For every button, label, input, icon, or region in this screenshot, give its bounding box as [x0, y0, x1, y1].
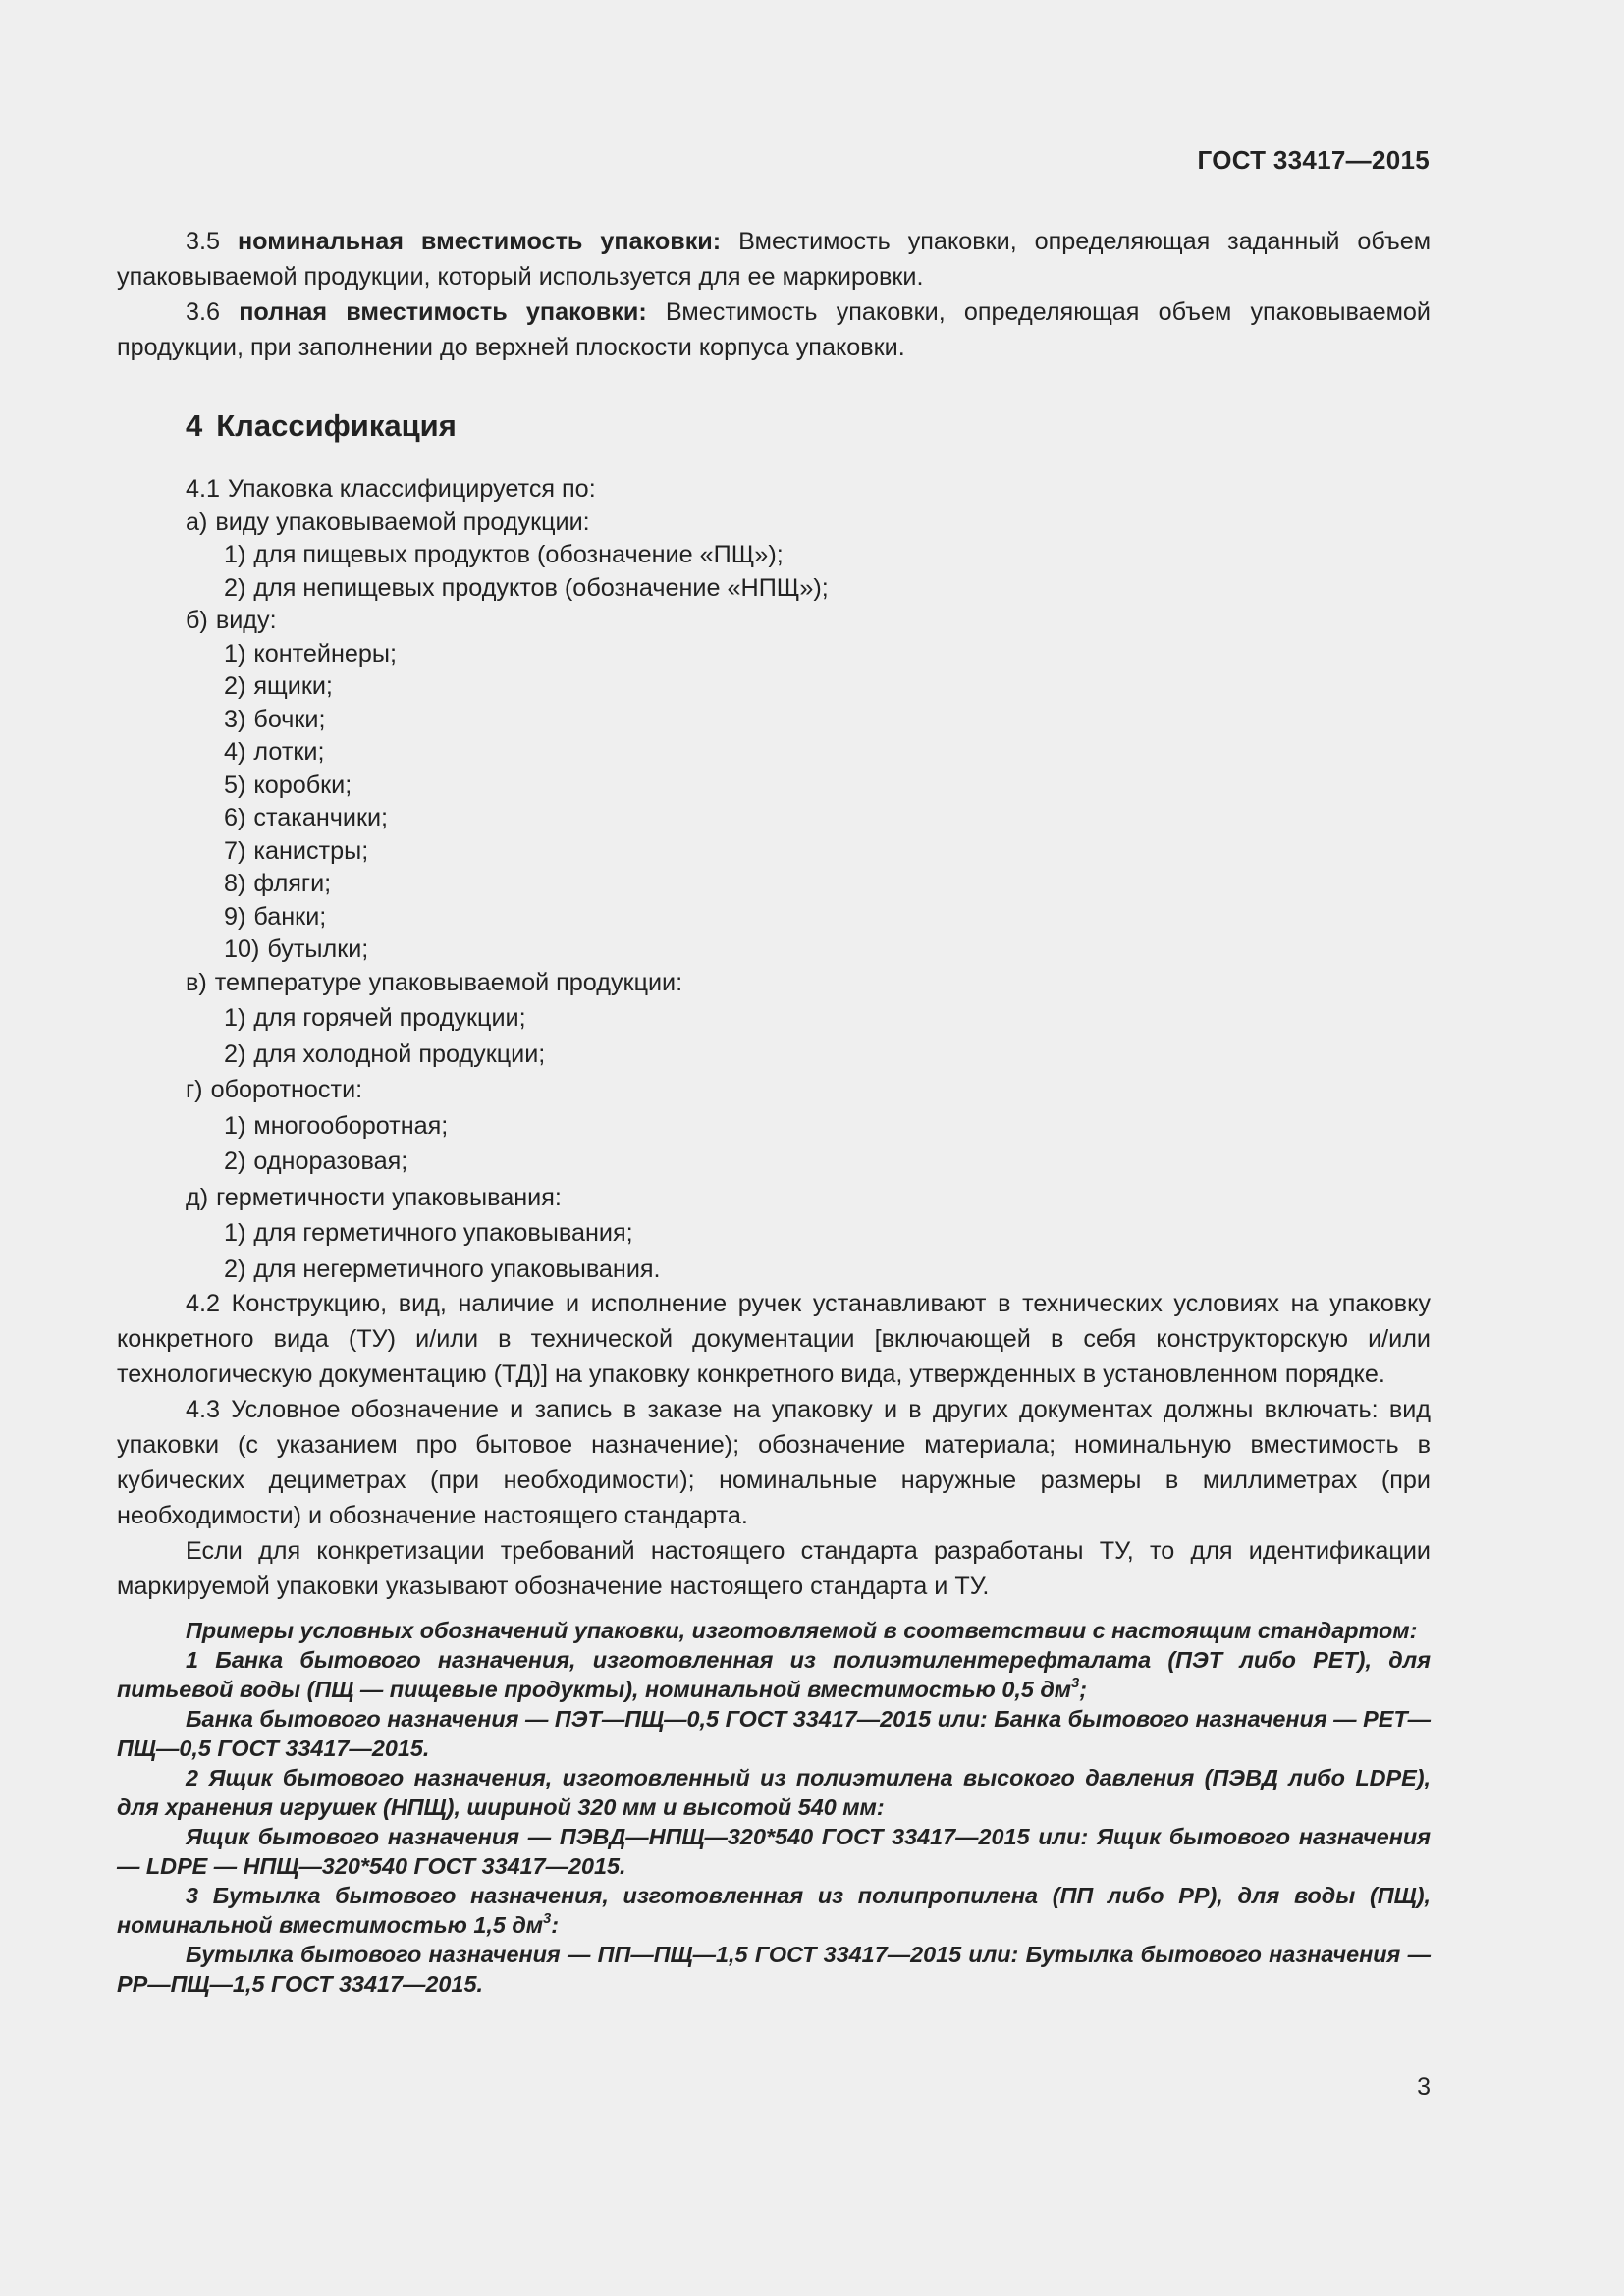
list-text: коробки;: [253, 771, 352, 799]
clause-number: 4.3: [186, 1396, 221, 1423]
list-subitem: [117, 1002, 1431, 1036]
definition-text: Вместимость упаковки, определяющая объем упаковываемой продукции, при заполнении до верхней плоскости корпуса упаковки.: [117, 298, 1431, 361]
list-subitem: [117, 835, 1431, 869]
list-marker: 1): [224, 1111, 246, 1140]
clause-number: 4.2: [186, 1290, 221, 1317]
definition-text: Вместимость упаковки, определяющая заданный объем упаковываемой продукции, который используется для ее маркировки.: [117, 228, 1432, 291]
example-2-description: 2 Ящик бытового назначения, изготовленный из полиэтилена высокого давления (ПЭВД либо LDPE), для хранения игрушек (НПЩ), шириной 320 мм и высотой 540 мм:: [117, 1765, 1431, 1820]
list-subitem: [117, 1217, 1431, 1251]
list-text: для пищевых продуктов (обозначение «ПЩ»);: [253, 541, 784, 568]
list-subitem: [117, 638, 1431, 671]
list-marker: 8): [224, 870, 246, 897]
list-text: виду упаковываемой продукции:: [215, 507, 590, 536]
list-subitem: [117, 704, 1431, 737]
list-text: для герметичного упаковывания;: [253, 1219, 633, 1247]
clause-text: Конструкцию, вид, наличие и исполнение ручек устанавливают в технических условиях на упаковку конкретного вида (ТУ) и/или в технической документации [включающей в себя конструкторскую и/или технологическую документацию (ТД)] на упаковку конкретного вида, утвержденных в установленном порядке.: [117, 1290, 1431, 1388]
paragraph: Если для конкретизации требований настоящего стандарта разработаны ТУ, то для идентификации маркируемой упаковки указывают обозначение настоящего стандарта и ТУ.: [117, 1537, 1431, 1600]
clause-number: 4.1: [186, 475, 221, 503]
list-text: банки;: [253, 902, 327, 931]
list-marker: 7): [224, 836, 246, 865]
example-2-code: Ящик бытового назначения — ПЭВД—НПЩ—320*540 ГОСТ 33417—2015 или: Ящик бытового назначения — LDPE — НПЩ—320*540 ГОСТ 33417—2015.: [117, 1824, 1431, 1879]
list-text: оборотности:: [210, 1076, 363, 1103]
list-marker: г): [186, 1076, 203, 1103]
list-subitem: [117, 572, 1431, 606]
list-subitem: [117, 1146, 1431, 1179]
superscript: 3: [1071, 1675, 1080, 1691]
list-text: для негерметичного упаковывания.: [253, 1255, 661, 1283]
superscript: 3: [543, 1910, 552, 1927]
list-item: [117, 967, 1431, 1000]
list-text: стаканчики;: [253, 804, 389, 831]
list-text: канистры;: [253, 836, 369, 865]
clause-4-1: [117, 473, 1431, 507]
list-marker: 3): [224, 705, 246, 733]
definition-3-6: [117, 294, 1431, 365]
list-subitem: [117, 1039, 1431, 1072]
term: номинальная вместимость упаковки:: [237, 228, 722, 255]
list-text: фляги;: [253, 870, 332, 897]
list-marker: 6): [224, 804, 246, 831]
list-subitem: [117, 901, 1431, 934]
list-marker: 2): [224, 672, 246, 700]
list-subitem: [117, 1110, 1431, 1144]
list-marker: а): [186, 507, 208, 536]
example-1-code: Банка бытового назначения — ПЭТ—ПЩ—0,5 ГОСТ 33417—2015 или: Банка бытового назначения — PET—ПЩ—0,5 ГОСТ 33417—2015.: [117, 1706, 1431, 1761]
list-text: бутылки;: [267, 935, 369, 963]
list-marker: 10): [224, 935, 260, 963]
list-marker: 2): [224, 1255, 246, 1283]
list-subitem: [117, 736, 1431, 770]
list-subitem: [117, 1254, 1431, 1287]
list-item: [117, 605, 1431, 638]
list-subitem: [117, 770, 1431, 803]
list-text: герметичности упаковывания:: [216, 1183, 562, 1211]
list-marker: в): [186, 968, 207, 996]
list-text: для холодной продукции;: [253, 1040, 546, 1068]
page-number: 3: [1417, 2073, 1431, 2101]
list-text: контейнеры;: [253, 639, 397, 667]
list-marker: 1): [224, 1219, 246, 1247]
clause-number: 3.6: [186, 298, 221, 326]
example-3-description: [117, 1881, 1431, 1940]
list-text: одноразовая;: [253, 1148, 408, 1175]
examples-block: [117, 1616, 1431, 1999]
list-text: для непищевых продуктов (обозначение «НПЩ»);: [253, 573, 829, 602]
clause-text: Условное обозначение и запись в заказе на упаковку и в других документах должны включать: вид упаковки (с указанием про бытовое назначение); обозначение материала; номинальную вместимость в кубических дециметрах (при необходимости); номинальные наружные размеры в миллиметрах (при необходимости) и обозначение настоящего стандарта.: [117, 1396, 1431, 1529]
clause-text: Упаковка классифицируется по:: [228, 475, 596, 503]
list-marker: 1): [224, 541, 246, 568]
section-number: 4: [186, 408, 203, 443]
list-item: [117, 1074, 1431, 1107]
list-subitem: [117, 934, 1431, 967]
list-text: бочки;: [253, 705, 326, 733]
list-text: ящики;: [253, 672, 333, 700]
definition-3-5: [117, 224, 1431, 294]
list-subitem: [117, 539, 1431, 572]
clause-4-3: [117, 1392, 1431, 1533]
list-marker: 2): [224, 1148, 246, 1175]
list-item: [117, 507, 1431, 540]
list-marker: 1): [224, 1004, 246, 1032]
list-marker: д): [186, 1183, 209, 1211]
list-text: температуре упаковываемой продукции:: [214, 968, 683, 996]
list-subitem: [117, 802, 1431, 835]
list-marker: 5): [224, 771, 246, 799]
list-item: [117, 1182, 1431, 1215]
example-text: 3 Бутылка бытового назначения, изготовленная из полипропилена (ПП либо PP), для воды (ПЩ), номинальной вместимостью 1,5 дм: [117, 1883, 1431, 1938]
section-heading: [186, 406, 1431, 446]
example-text: 1 Банка бытового назначения, изготовленная из полиэтилентерефталата (ПЭТ либо PET), для питьевой воды (ПЩ — пищевые продукты), номинальной вместимостью 0,5 дм: [117, 1647, 1431, 1702]
list-subitem: [117, 868, 1431, 901]
example-1-description: [117, 1645, 1431, 1704]
document-id-header: ГОСТ 33417—2015: [1197, 145, 1430, 175]
list-text: лотки;: [253, 738, 325, 766]
list-marker: 4): [224, 738, 246, 766]
clause-4-2: [117, 1286, 1431, 1392]
list-text: виду:: [215, 607, 277, 634]
page-content: [117, 224, 1431, 1999]
example-3-code: Бутылка бытового назначения — ПП—ПЩ—1,5 ГОСТ 33417—2015 или: Бутылка бытового назначения — PP—ПЩ—1,5 ГОСТ 33417—2015.: [117, 1942, 1431, 1997]
list-marker: б): [186, 607, 208, 634]
clause-number: 3.5: [186, 228, 221, 255]
list-marker: 2): [224, 1040, 246, 1068]
term: полная вместимость упаковки:: [239, 298, 647, 326]
list-text: для горячей продукции;: [253, 1004, 526, 1032]
list-marker: 9): [224, 902, 246, 931]
list-text: многооборотная;: [253, 1111, 449, 1140]
example-text: ;: [1079, 1677, 1087, 1702]
section-title: Классификация: [216, 408, 457, 443]
examples-intro: Примеры условных обозначений упаковки, изготовляемой в соответствии с настоящим стандартом:: [186, 1618, 1418, 1643]
list-subitem: [117, 670, 1431, 704]
list-marker: 2): [224, 573, 246, 602]
list-marker: 1): [224, 639, 246, 667]
example-text: :: [551, 1912, 559, 1938]
